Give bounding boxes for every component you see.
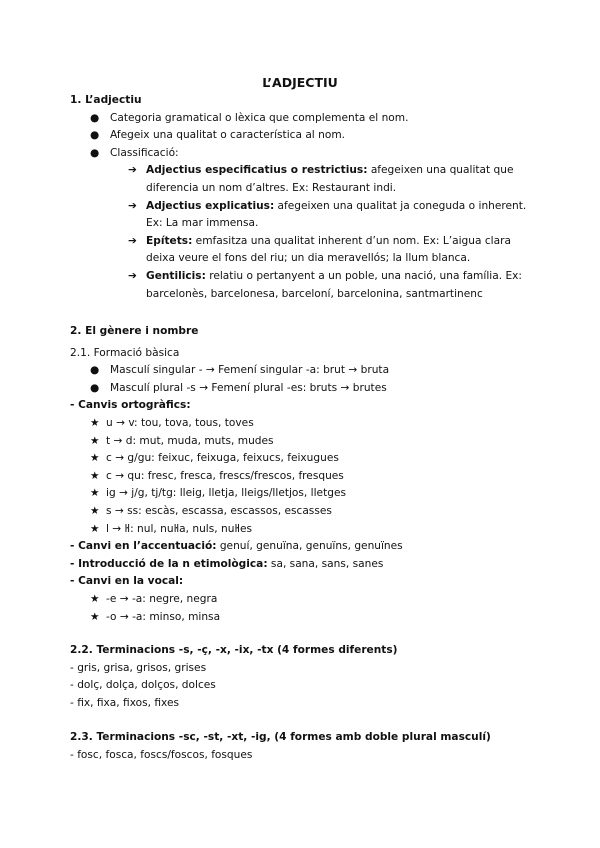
classification-item: ➔ Adjectius especificatius o restrictius: afegeixen una qualitat que diferencia un nom d’altres. Ex: Restaurant indi. [128,164,514,194]
bullet-icon: ● [90,364,100,377]
section-heading: 2. El gènere i nombre [70,325,199,337]
section-adjectiu [70,92,540,303]
canvis-label: - Canvis ortogràfics: [70,399,191,412]
arrow-icon: ➔ [128,164,137,177]
vocal-label: - Canvi en la vocal: [70,575,184,588]
example-line: - dolç, dolça, dolços, dolces [70,679,216,692]
star-icon: ★ [90,469,100,482]
example-line: - fosc, fosca, foscs/foscos, fosques [70,748,253,761]
bullet-item: ● Categoria gramatical o lèxica que complementa el nom. [70,110,540,128]
n-etimologica-line: - Introducció de la n etimològica: sa, sana, sans, sanes [70,557,384,570]
star-item: ★ -e → -a: negre, negra [70,591,540,609]
arrow-icon: ➔ [128,269,137,282]
star-icon: ★ [90,416,100,429]
classification-item: ➔ Adjectius explicatius: afegeixen una qualitat ja coneguda o inherent. Ex: La mar immensa. [128,199,527,230]
section-terminacions-2 [70,729,540,764]
star-icon: ★ [90,592,100,605]
star-item: ★ c → qu: fresc, fresca, frescs/frescos, fresques [70,468,540,486]
bullet-item: ● Masculí singular - → Femení singular -a: brut → bruta [70,362,540,380]
bullet-item: ● Masculí plural -s → Femení plural -es: bruts → brutes [70,380,540,398]
section-heading: 1. L’adjectiu [70,94,142,106]
bullet-icon: ● [90,129,100,142]
example-line: - fix, fixa, fixos, fixes [70,696,180,709]
star-item: ★ c → g/gu: feixuc, feixuga, feixucs, feixugues [70,450,540,468]
subsection-heading: 2.1. Formació bàsica [70,346,180,359]
arrow-icon: ➔ [128,199,137,212]
bullet-icon: ● [90,146,100,159]
example-line: - gris, grisa, grisos, grises [70,661,207,674]
accent-line: - Canvi en l’accentuació: genuí, genuïna, genuïns, genuïnes [70,540,403,553]
section-heading: 2.2. Terminacions -s, -ç, -x, -ix, -tx (4 formes diferents) [70,644,398,656]
star-icon: ★ [90,504,100,517]
star-item: ★ u → v: tou, tova, tous, toves [70,415,540,433]
star-icon: ★ [90,452,100,465]
section-heading: 2.3. Terminacions -sc, -st, -xt, -ig, (4 formes amb doble plural masculí) [70,731,491,743]
star-item: ★ t → d: mut, muda, muts, mudes [70,433,540,451]
star-icon: ★ [90,610,100,623]
classification-item: ➔ Epítets: emfasitza una qualitat inherent d’un nom. Ex: L’aigua clara deixa veure el fons del riu; un dia meravellós; la llum blanca. [128,234,511,265]
classification-item: ➔ Gentilicis: relatiu o pertanyent a un poble, una nació, una família. Ex: barcelonès, barcelonesa, barceloní, barcelonina, santmartinenc [128,269,522,300]
bullet-item: ● Classificació: [70,145,540,163]
bullet-icon: ● [90,111,100,124]
star-item: ★ s → ss: escàs, escassa, escassos, escasses [70,503,540,521]
page-title: L’ADJECTIU [262,75,338,90]
bullet-item: ● Afegeix una qualitat o característica al nom. [70,127,540,145]
bullet-icon: ● [90,381,100,394]
star-item: ★ l → ŀl: nul, nuŀla, nuls, nuŀles [70,521,540,539]
star-item: ★ -o → -a: minso, minsa [70,609,540,627]
section-terminacions-1 [70,642,540,712]
star-icon: ★ [90,434,100,447]
star-icon: ★ [90,487,100,500]
section-genere-nombre [70,323,540,626]
star-icon: ★ [90,522,100,535]
star-item: ★ ig → j/g, tj/tg: lleig, lletja, lleigs/lletjos, lletges [70,485,540,503]
arrow-icon: ➔ [128,234,137,247]
